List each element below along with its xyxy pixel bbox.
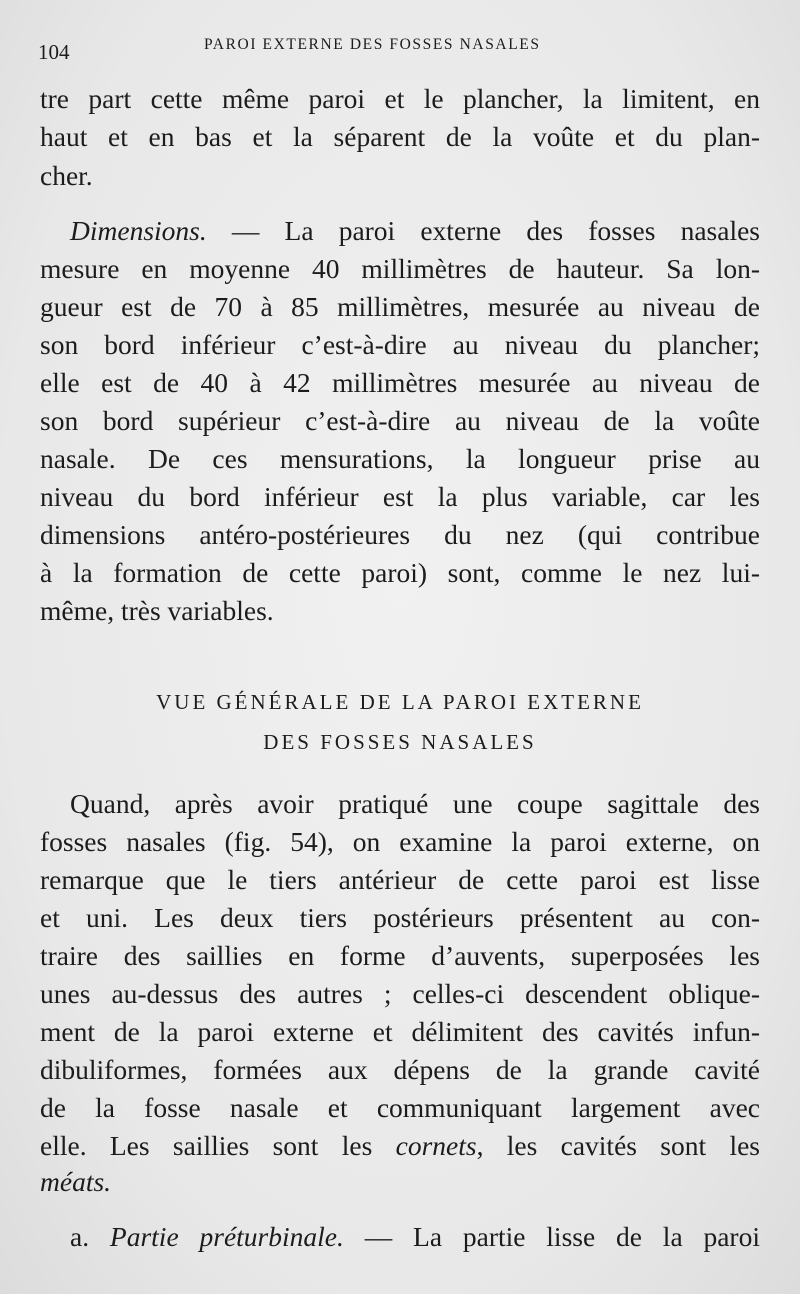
cornets-term: cornets xyxy=(395,1130,477,1161)
paragraph-2-line: à la formation de cette paroi) sont, comme le nez lui- xyxy=(40,557,760,588)
paragraph-3-line-cornets xyxy=(40,1127,760,1165)
paragraph-3-line: dibuliformes, formées aux dépens de la grande cavité xyxy=(40,1054,760,1085)
paragraph-3-last-line xyxy=(40,1163,760,1201)
paragraph-3-line: unes au-dessus des autres ; celles-ci descendent oblique- xyxy=(40,978,760,1009)
paragraph-2-first-line xyxy=(40,212,760,250)
paragraph-2-line: elle est de 40 à 42 millimètres mesurée au niveau de xyxy=(40,367,760,398)
paragraph-2-line: gueur est de 70 à 85 millimètres, mesurée au niveau de xyxy=(40,291,760,322)
paragraph-1-line: tre part cette même paroi et le plancher, la limitent, en xyxy=(40,83,760,114)
paragraph-3-line: et uni. Les deux tiers postérieurs présentent au con- xyxy=(40,902,760,933)
paragraph-2-line: son bord inférieur c’est-à-dire au niveau du plancher; xyxy=(40,329,760,360)
paragraph-2-line: dimensions antéro-postérieures du nez (qui contribue xyxy=(40,519,760,550)
running-head xyxy=(38,34,768,62)
running-title: PAROI EXTERNE DES FOSSES NASALES xyxy=(204,36,541,53)
paragraph-2-line: son bord supérieur c’est-à-dire au niveau de la voûte xyxy=(40,405,760,436)
paragraph-3-line: de la fosse nasale et communiquant largement avec xyxy=(40,1092,760,1123)
dimensions-label: Dimensions. xyxy=(70,215,207,246)
meats-term: méats. xyxy=(40,1166,112,1197)
cornets-line-start: elle. Les saillies sont les xyxy=(40,1130,396,1161)
paragraph-1-line: cher. xyxy=(40,160,93,191)
section-heading-line-2: DES FOSSES NASALES xyxy=(263,730,537,754)
paragraph-2-line: même, très variables. xyxy=(40,595,274,626)
cornets-line-end: , les cavités sont les xyxy=(476,1130,760,1161)
paragraph-2-line-rest: — La paroi externe des fosses nasales xyxy=(206,215,760,246)
paragraph-2-line: nasale. De ces mensurations, la longueur prise au xyxy=(40,443,760,474)
page-number: 104 xyxy=(38,40,70,64)
paragraph-2-line: niveau du bord inférieur est la plus variable, car les xyxy=(40,481,760,512)
paragraph-3-line: traire des saillies en forme d’auvents, superposées les xyxy=(40,940,760,971)
section-heading-line-1: VUE GÉNÉRALE DE LA PAROI EXTERNE xyxy=(156,690,644,714)
paragraph-3-line: fosses nasales (fig. 54), on examine la paroi externe, on xyxy=(40,826,760,857)
paragraph-4-rest: — La partie lisse de la paroi xyxy=(343,1221,760,1252)
paragraph-4-line xyxy=(40,1218,760,1256)
paragraph-2-line: mesure en moyenne 40 millimètres de hauteur. Sa lon- xyxy=(40,253,760,284)
paragraph-3-line: ment de la paroi externe et délimitent des cavités infun- xyxy=(40,1016,760,1047)
paragraph-1-line: haut et en bas et la séparent de la voûte et du plan- xyxy=(40,121,760,152)
paragraph-3-line: remarque que le tiers antérieur de cette paroi est lisse xyxy=(40,864,760,895)
preturbinale-label: Partie préturbinale. xyxy=(109,1221,344,1252)
item-prefix: a. xyxy=(70,1221,110,1252)
paragraph-3-line: Quand, après avoir pratiqué une coupe sagittale des xyxy=(70,788,760,819)
